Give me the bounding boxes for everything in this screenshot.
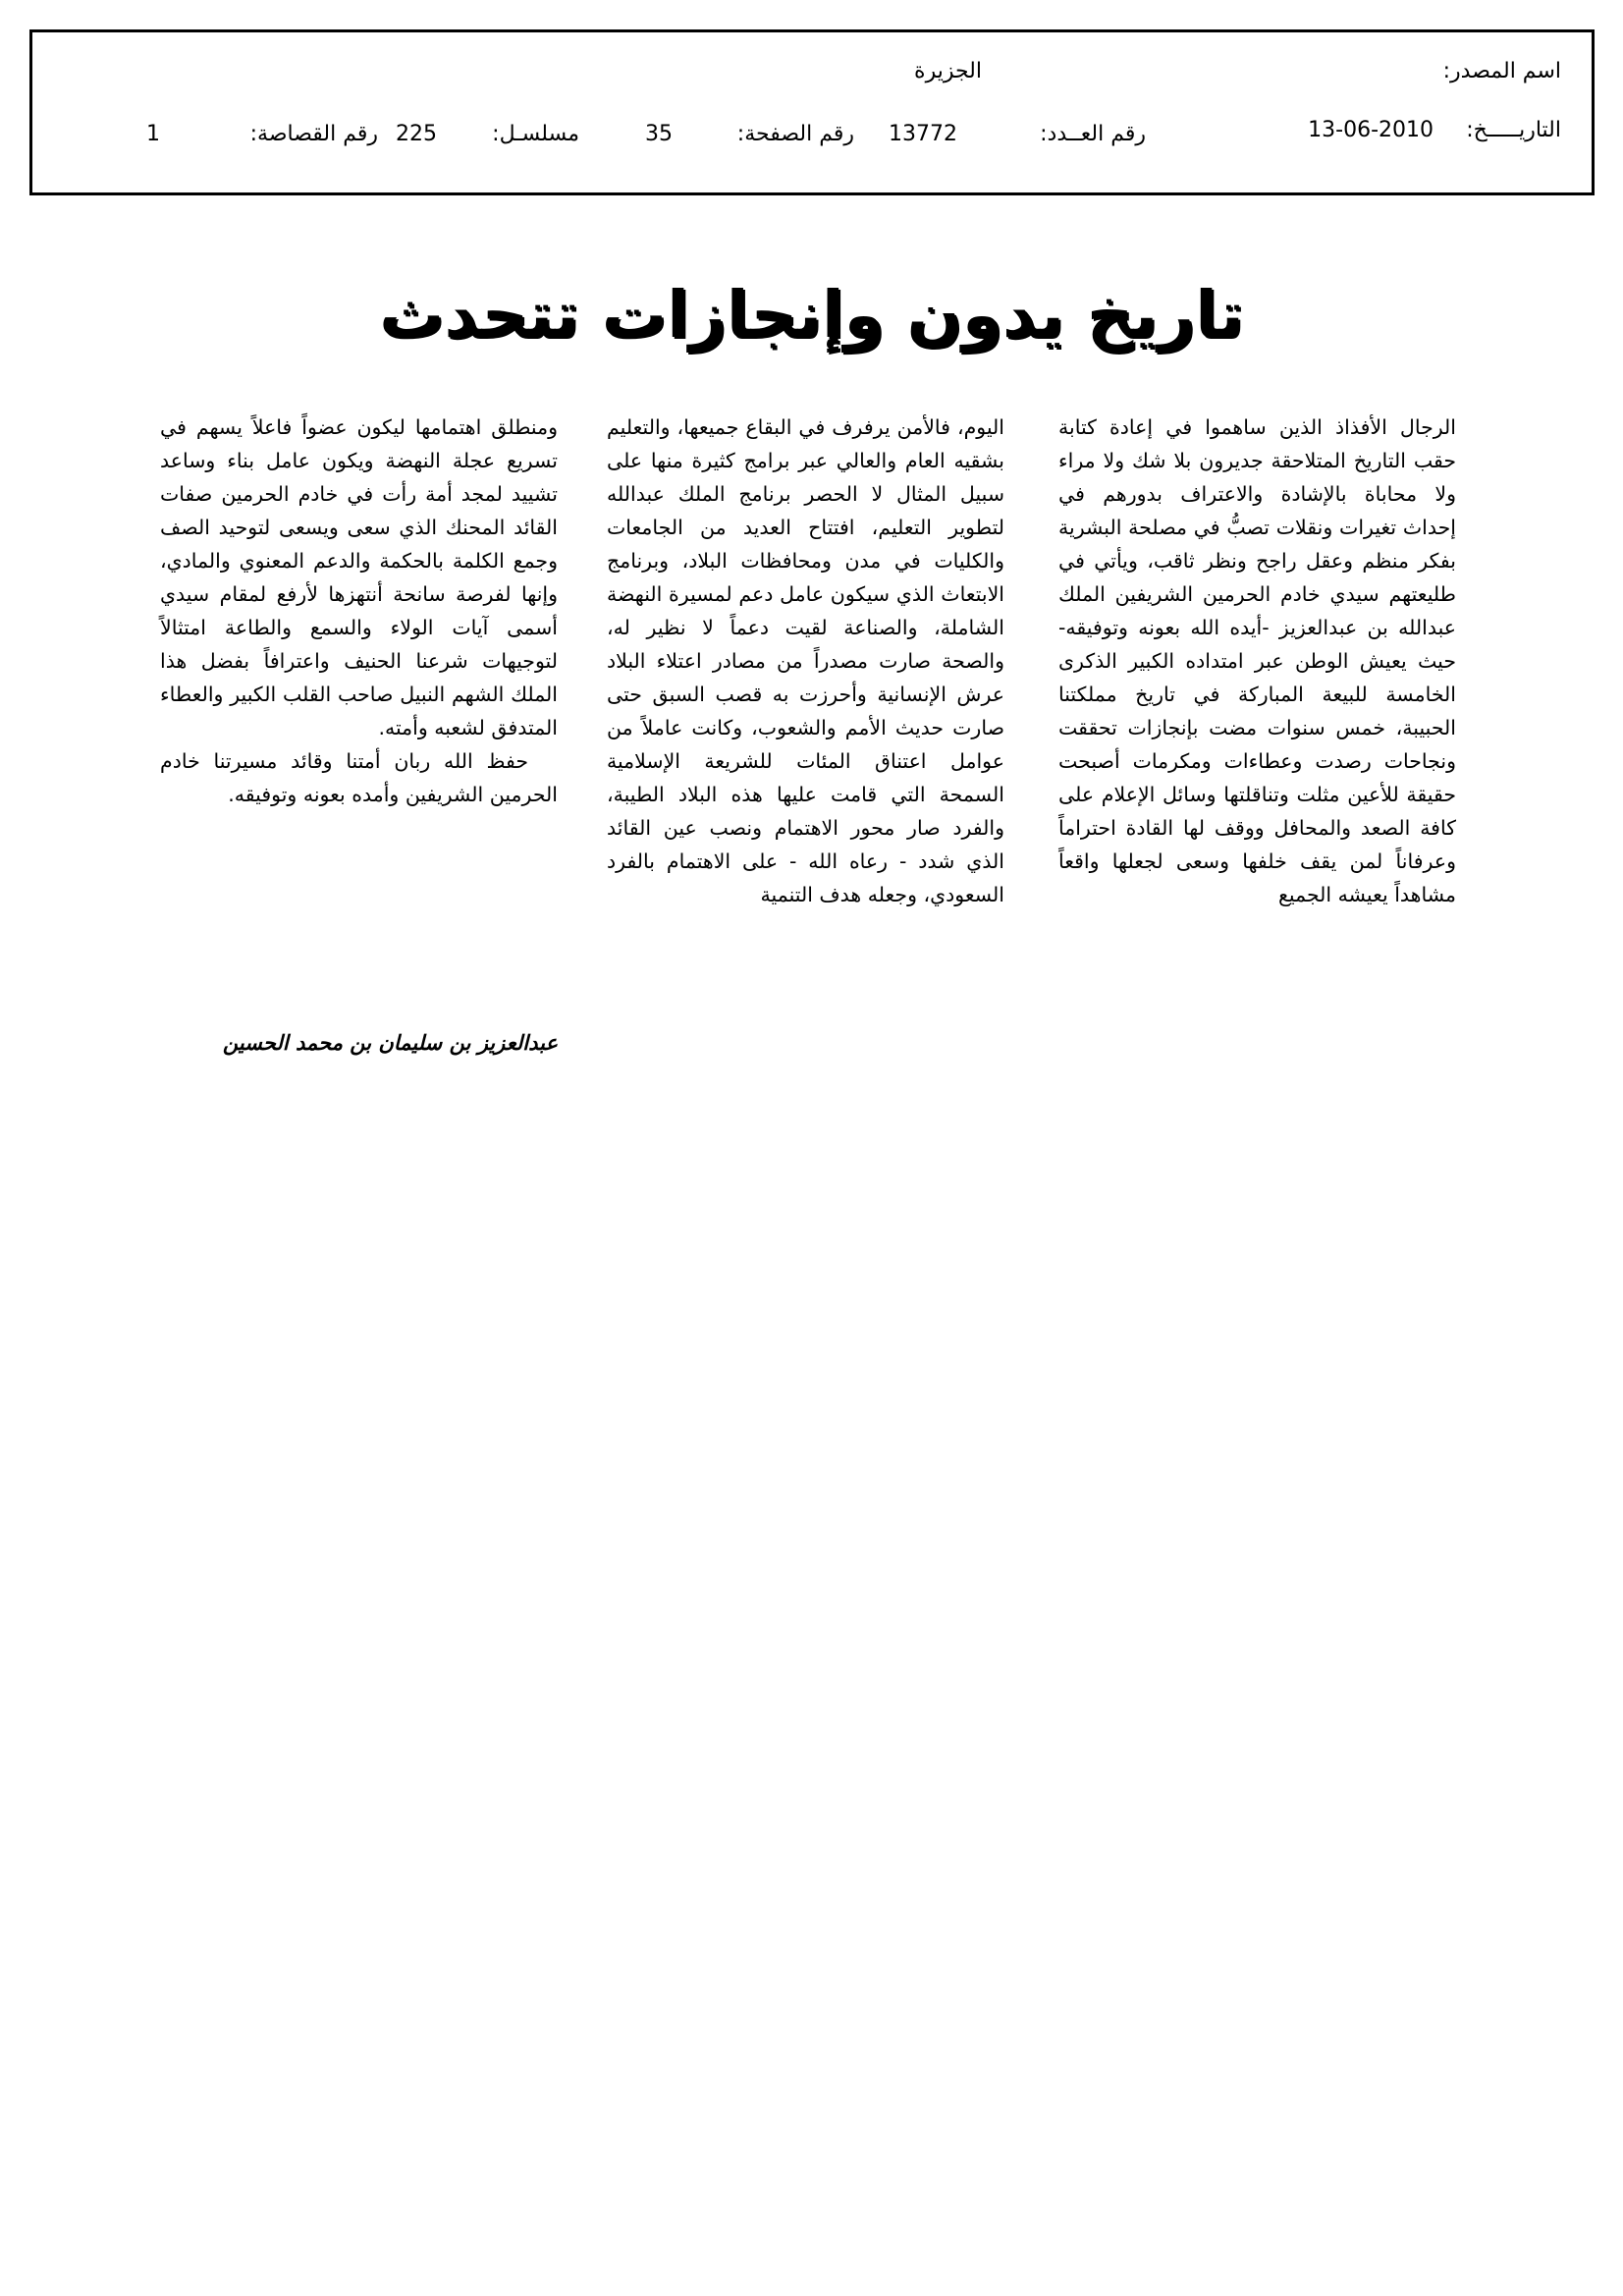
page-value: 35 (645, 122, 673, 146)
column-middle-text: اليوم، فالأمن يرفرف في البقاع جميعها، والتعليم بشقيه العام والعالي عبر برامج كثيرة منها على سبيل المثال لا الحصر برنامج الملك عبدالله لتطوير التعليم، افتتاح العديد من الجامعات والكليات في مدن ومحافظات البلاد، وبرنامج الابتعاث الذي سيكون عامل دعم لمسيرة النهضة الشاملة، والصناعة لقيت دعماً لا نظير له، والصحة صارت مصدراً من مصادر اعتلاء البلاد عرش الإنسانية وأحرزت به قصب السبق حتى صارت حديث الأمم والشعوب، وكانت عاملاً من عوامل اعتناق المئات للشريعة الإسلامية السمحة التي قامت عليها هذه البلاد الطيبة، والفرد صار محور الاهتمام ونصب عين القائد الذي شدد - رعاه الله - على الاهتمام بالفرد السعودي، وجعله هدف التنمية (607, 415, 1004, 906)
source-value: الجزيرة (914, 59, 982, 83)
header-box (29, 29, 1595, 195)
issue-value: 13772 (889, 122, 957, 146)
article-column-middle (607, 410, 1004, 911)
column-left-closing: حفظ الله ربان أمتنا وقائد مسيرتنا خادم الحرمين الشريفين وأمده بعونه وتوفيقه. (160, 749, 558, 806)
date-value: 13-06-2010 (1308, 118, 1434, 142)
serial-label: مسلسـل: (492, 122, 579, 146)
column-right-text: الرجال الأفذاذ الذين ساهموا في إعادة كتابة حقب التاريخ المتلاحقة جديرون بلا شك ولا مراء ولا محاباة بالإشادة والاعتراف بدورهم في إحداث تغيرات ونقلات تصبُّ في مصلحة البشرية بفكر منظم وعقل راجح ونظر ثاقب، ويأتي في طليعتهم سيدي خادم الحرمين الشريفين الملك عبدالله بن عبدالعزيز -أيده الله بعونه وتوفيقه- حيث يعيش الوطن عبر امتداده الكبير الذكرى الخامسة للبيعة المباركة في تاريخ مملكتنا الحبيبة، خمس سنوات مضت بإنجازات تحققت ونجاحات رصدت وعطاءات ومكرمات أصبحت حقيقة للأعين مثلت وتناقلتها وسائل الإعلام على كافة الصعد والمحافل ووقف لها القادة احتراماً وعرفاناً لمن يقف خلفها وسعى لجعلها واقعاً مشاهداً يعيشه الجميع (1058, 415, 1456, 906)
page-label: رقم الصفحة: (736, 122, 854, 146)
article-column-left (160, 410, 558, 811)
source-label: اسم المصدر: (1442, 59, 1561, 83)
clipping-label: رقم القصاصة: (249, 122, 378, 146)
serial-value: 225 (396, 122, 437, 146)
author-signature: عبدالعزيز بن سليمان بن محمد الحسين (222, 1031, 558, 1055)
clipping-value: 1 (146, 122, 160, 146)
article-column-right (1058, 410, 1456, 911)
column-left-text: ومنطلق اهتمامها ليكون عضواً فاعلاً يسهم في تسريع عجلة النهضة ويكون عامل بناء وساعد تشييد لمجد أمة رأت في خادم الحرمين صفات القائد المحنك الذي سعى ويسعى لتوحيد الصف وجمع الكلمة بالحكمة والدعم المعنوي والمادي، وإنها لفرصة سانحة أنتهزها لأرفع لمقام سيدي أسمى آيات الولاء والسمع والطاعة امتثالاً لتوجيهات شرعنا الحنيف واعترافاً بفضل هذا الملك الشهم النبيل صاحب القلب الكبير والعطاء المتدفق لشعبه وأمته. (160, 415, 558, 739)
article-title: تاريخ يدون وإنجازات تتحدث (379, 277, 1244, 353)
date-label: التاريـــــخ: (1466, 118, 1561, 142)
issue-label: رقم العــدد: (1040, 122, 1146, 146)
